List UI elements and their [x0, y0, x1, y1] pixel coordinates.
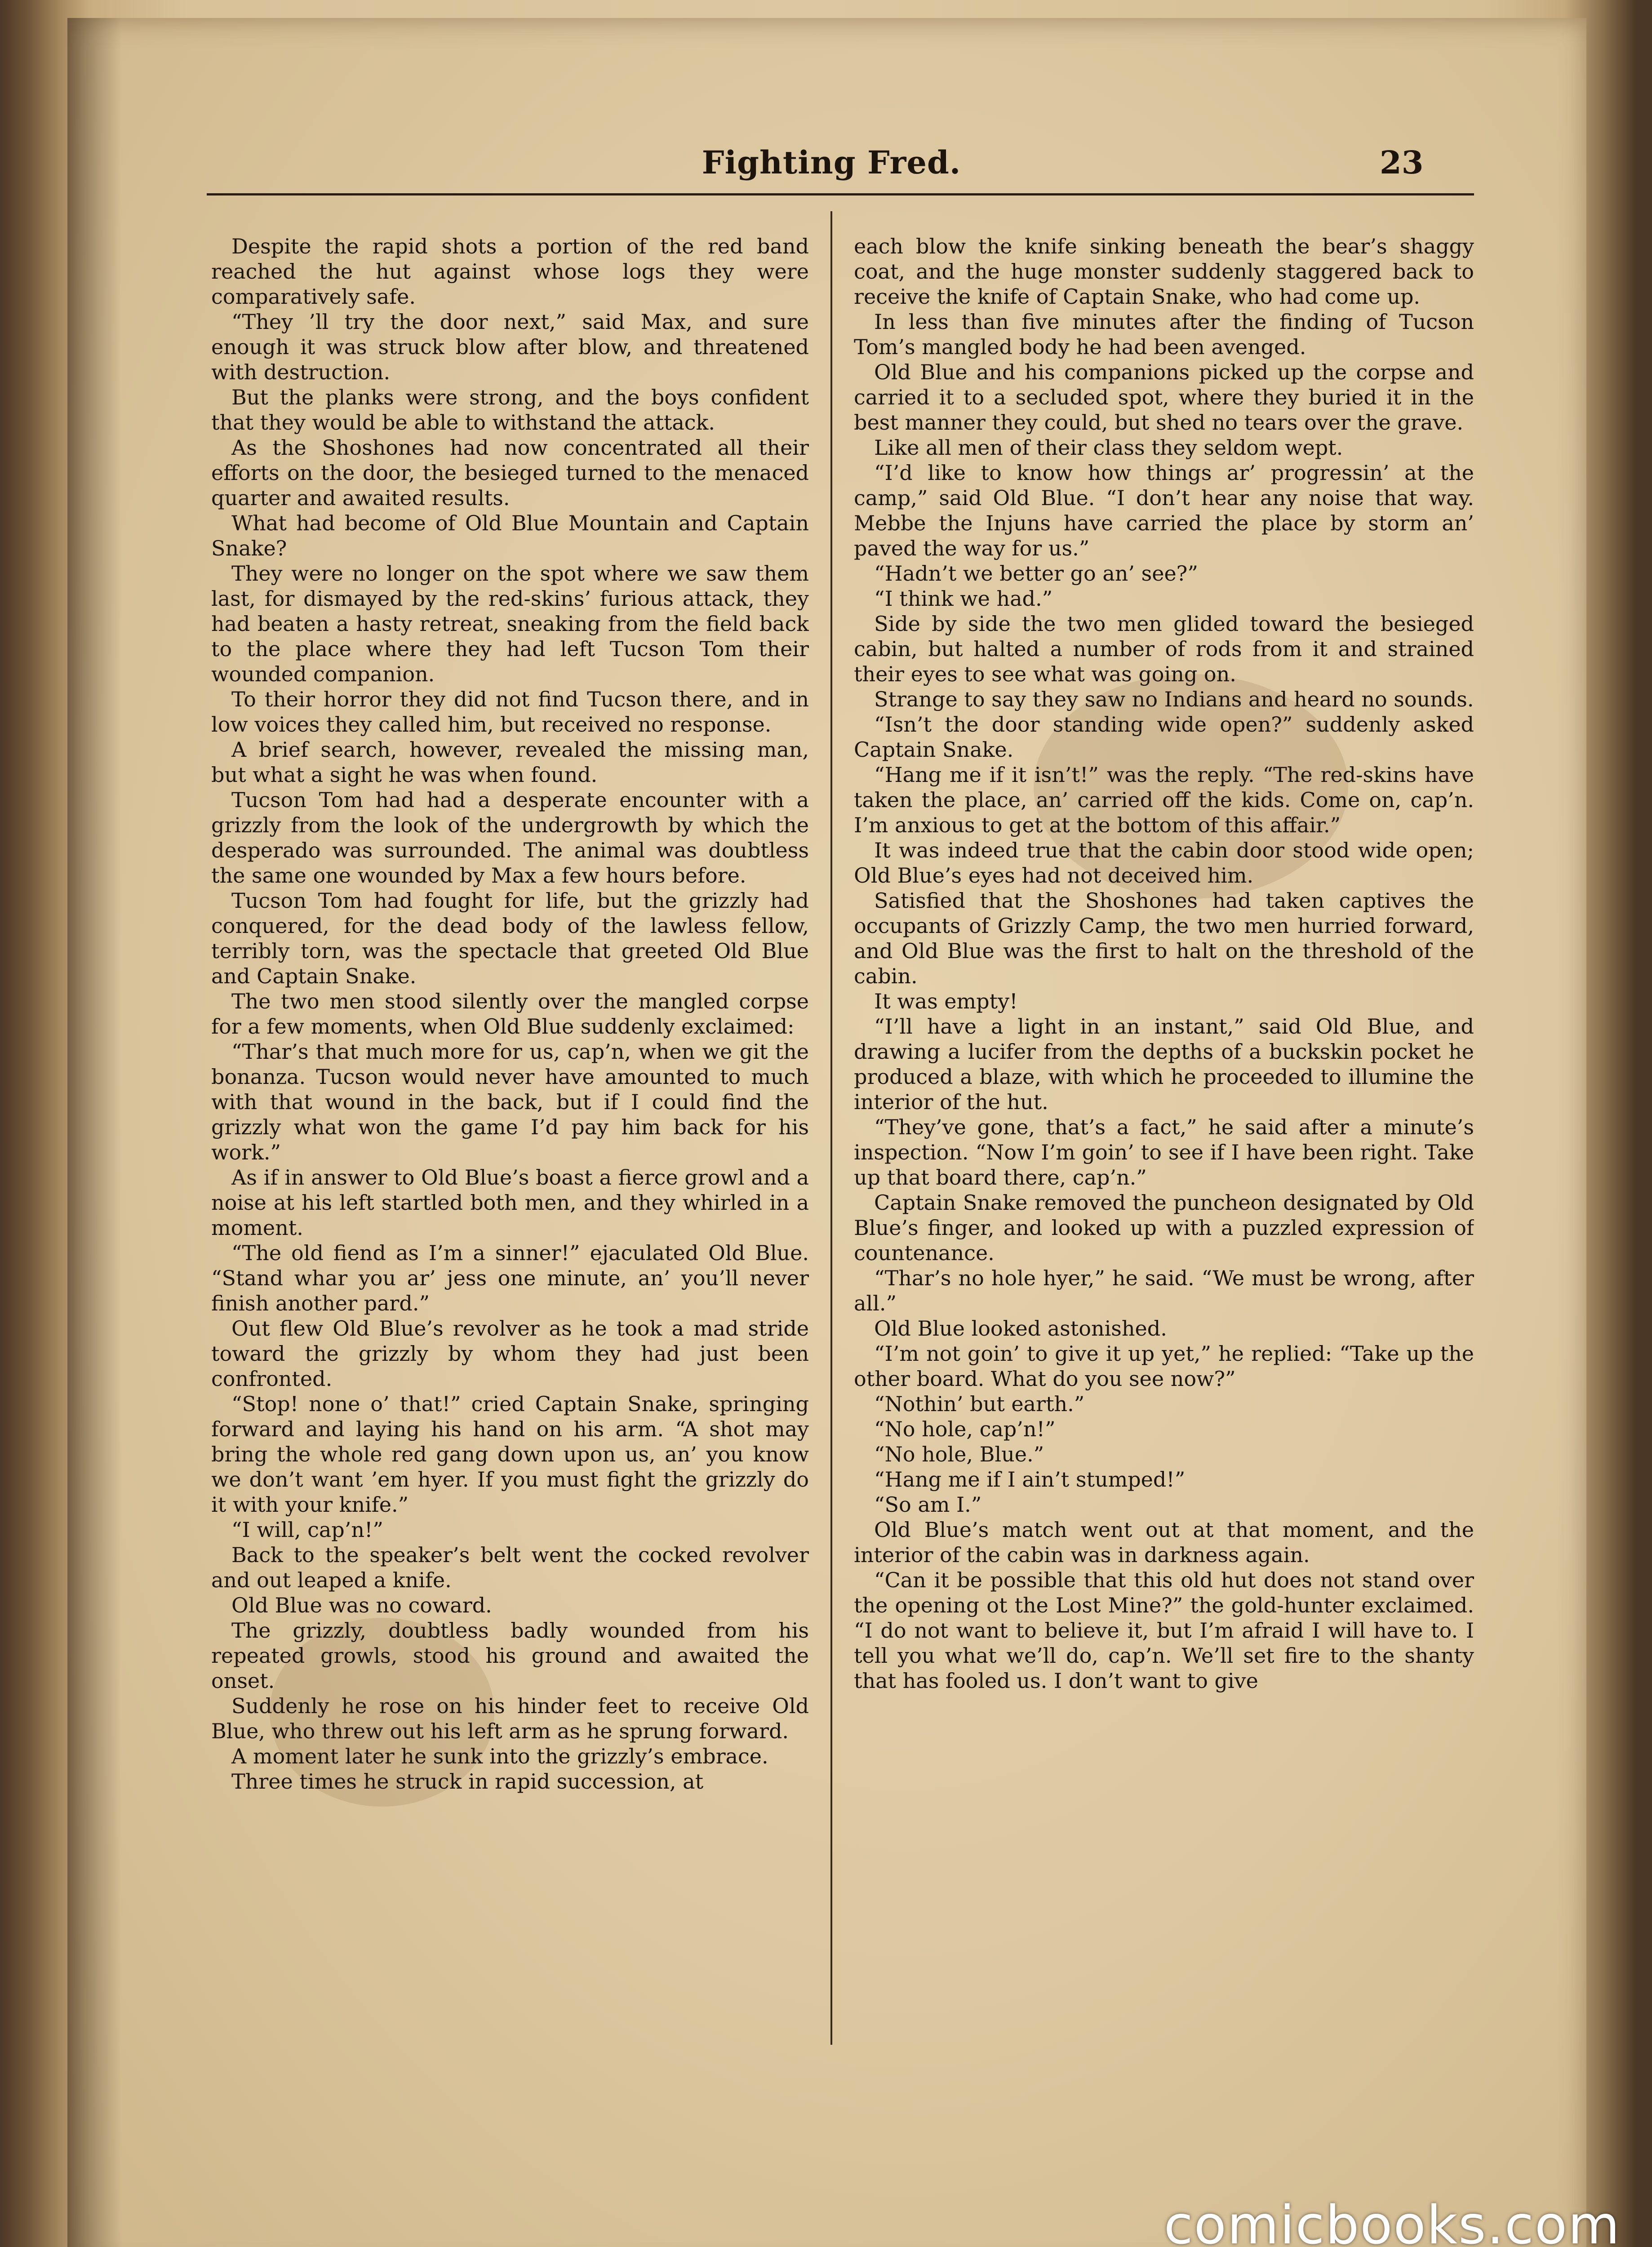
paragraph: Old Blue was no coward.: [231, 1593, 492, 1617]
paragraph: “Stop! none o’ that!” cried Captain Snake, springing forward and laying his hand on his arm. “A shot may bring the whole red gang down upon us, an’ you know we don’t want ’em hyer. If you must fight the grizzly do it with your knife.”: [211, 1392, 809, 1517]
paragraph: Tucson Tom had fought for life, but the grizzly had conquered, for the dead body of the lawless fellow, terribly torn, was the spectacle that greeted Old Blue and Captain Snake.: [211, 888, 809, 988]
watermark-text: comicbooks.com: [1164, 2194, 1621, 2247]
paragraph: As if in answer to Old Blue’s boast a fierce growl and a noise at his left startled both men, and they whirled in a moment.: [211, 1165, 809, 1240]
paragraph: To their horror they did not find Tucson there, and in low voices they called him, but received no response.: [211, 687, 809, 737]
paragraph: As the Shoshones had now concentrated all their efforts on the door, the besieged turned to the menaced quarter and awaited results.: [211, 435, 809, 510]
paragraph: But the planks were strong, and the boys confident that they would be able to withstand the attack.: [211, 385, 809, 435]
paragraph: “I’ll have a light in an instant,” said Old Blue, and drawing a lucifer from the depths of a buckskin pocket he produced a blaze, with which he proceeded to illumine the interior of the hut.: [854, 1014, 1474, 1114]
spine-shadow: [67, 18, 121, 2247]
paragraph: What had become of Old Blue Mountain and Captain Snake?: [211, 511, 809, 560]
paragraph: Old Blue looked astonished.: [874, 1316, 1167, 1341]
paragraph: “I’m not goin’ to give it up yet,” he replied: “Take up the other board. What do you see now?”: [854, 1341, 1474, 1391]
paragraph: A moment later he sunk into the grizzly’s embrace.: [231, 1744, 768, 1768]
paragraph: They were no longer on the spot where we saw them last, for dismayed by the red-skins’ furious attack, they had beaten a hasty retreat, sneaking from the field back to the place where they had left Tucson Tom their wounded companion.: [211, 561, 809, 686]
running-header-title: Fighting Fred.: [702, 144, 961, 181]
paragraph: The grizzly, doubtless badly wounded from his repeated growls, stood his ground and awaited the onset.: [211, 1618, 809, 1693]
paragraph: Tucson Tom had had a desperate encounter with a grizzly from the look of the undergrowth by which the desperado was surrounded. The animal was doubtless the same one wounded by Max a few hours before.: [211, 788, 809, 888]
paragraph: “They ’ll try the door next,” said Max, and sure enough it was struck blow after blow, and threatened with destruction.: [211, 310, 809, 384]
paragraph: each blow the knife sinking beneath the bear’s shaggy coat, and the huge monster suddenly staggered back to receive the knife of Captain Snake, who had come up.: [854, 234, 1474, 309]
paragraph: “Thar’s that much more for us, cap’n, when we git the bonanza. Tucson would never have amounted to much with that wound in the back, but if I could find the grizzly what won the game I’d pay him back for his work.”: [211, 1039, 809, 1164]
paragraph: Satisfied that the Shoshones had taken captives the occupants of Grizzly Camp, the two men hurried forward, and Old Blue was the first to halt on the threshold of the cabin.: [854, 888, 1474, 988]
paragraph: Despite the rapid shots a portion of the red band reached the hut against whose logs they were comparatively safe.: [211, 234, 809, 309]
paragraph: Old Blue’s match went out at that moment, and the interior of the cabin was in darkness again.: [854, 1518, 1474, 1567]
paragraph: “Hadn’t we better go an’ see?”: [874, 561, 1198, 586]
paragraph: “I’d like to know how things ar’ progressin’ at the camp,” said Old Blue. “I don’t hear any noise that way. Mebbe the Injuns have carried the place by storm an’ paved the way for us.”: [854, 461, 1474, 560]
paragraph: “They’ve gone, that’s a fact,” he said after a minute’s inspection. “Now I’m goin’ to see if I have been right. Take up that board there, cap’n.”: [854, 1115, 1474, 1190]
paragraph: “Nothin’ but earth.”: [874, 1392, 1085, 1416]
paragraph: “So am I.”: [874, 1492, 982, 1517]
paragraph: Back to the speaker’s belt went the cocked revolver and out leaped a knife.: [211, 1543, 809, 1592]
paragraph: “I will, cap’n!”: [231, 1518, 383, 1542]
paragraph: “Hang me if I ain’t stumped!”: [874, 1467, 1186, 1492]
paragraph: Strange to say they saw no Indians and heard no sounds.: [874, 687, 1474, 711]
paragraph: Three times he struck in rapid succession, at: [231, 1769, 704, 1794]
paragraph: “No hole, Blue.”: [874, 1442, 1044, 1466]
paragraph: “Hang me if it isn’t!” was the reply. “The red-skins have taken the place, an’ carried off the kids. Come on, cap’n. I’m anxious to get at the bottom of this affair.”: [854, 763, 1474, 837]
paragraph: The two men stood silently over the mangled corpse for a few moments, when Old Blue suddenly exclaimed:: [211, 989, 809, 1039]
paragraph: “Thar’s no hole hyer,” he said. “We must be wrong, after all.”: [854, 1266, 1474, 1315]
paragraph: “Isn’t the door standing wide open?” suddenly asked Captain Snake.: [854, 712, 1474, 762]
paragraph: Old Blue and his companions picked up the corpse and carried it to a secluded spot, where they buried it in the best manner they could, but shed no tears over the grave.: [854, 360, 1474, 435]
column-divider: [830, 211, 832, 2045]
paragraph: “Can it be possible that this old hut does not stand over the opening ot the Lost Mine?” the gold-hunter exclaimed. “I do not want to believe it, but I’m afraid I will have to. I tell you what we’ll do, cap’n. We’ll set fire to the shanty that has fooled us. I don’t want to give: [854, 1568, 1474, 1693]
header-rule: [207, 193, 1474, 195]
left-column: [211, 234, 809, 2049]
right-column: [854, 234, 1474, 2049]
paragraph: Like all men of their class they seldom wept.: [874, 435, 1343, 460]
paragraph: “I think we had.”: [874, 586, 1053, 611]
paragraph: Suddenly he rose on his hinder feet to receive Old Blue, who threw out his left arm as he sprung forward.: [211, 1694, 809, 1743]
paragraph: It was empty!: [874, 989, 1018, 1013]
paragraph: “No hole, cap’n!”: [874, 1417, 1056, 1441]
paragraph: In less than five minutes after the finding of Tucson Tom’s mangled body he had been avenged.: [854, 310, 1474, 359]
paragraph: Out flew Old Blue’s revolver as he took a mad stride toward the grizzly by whom they had just been confronted.: [211, 1316, 809, 1391]
paragraph: Side by side the two men glided toward the besieged cabin, but halted a number of rods from it and strained their eyes to see what was going on.: [854, 612, 1474, 686]
paragraph: “The old fiend as I’m a sinner!” ejaculated Old Blue. “Stand whar you ar’ jess one minute, an’ you’ll never finish another pard.”: [211, 1241, 809, 1315]
paragraph: A brief search, however, revealed the missing man, but what a sight he was when found.: [211, 737, 809, 787]
paragraph: Captain Snake removed the puncheon designated by Old Blue’s finger, and looked up with a puzzled expression of countenance.: [854, 1190, 1474, 1265]
page-number: 23: [1380, 144, 1424, 181]
paragraph: It was indeed true that the cabin door stood wide open; Old Blue’s eyes had not deceived him.: [854, 838, 1474, 888]
